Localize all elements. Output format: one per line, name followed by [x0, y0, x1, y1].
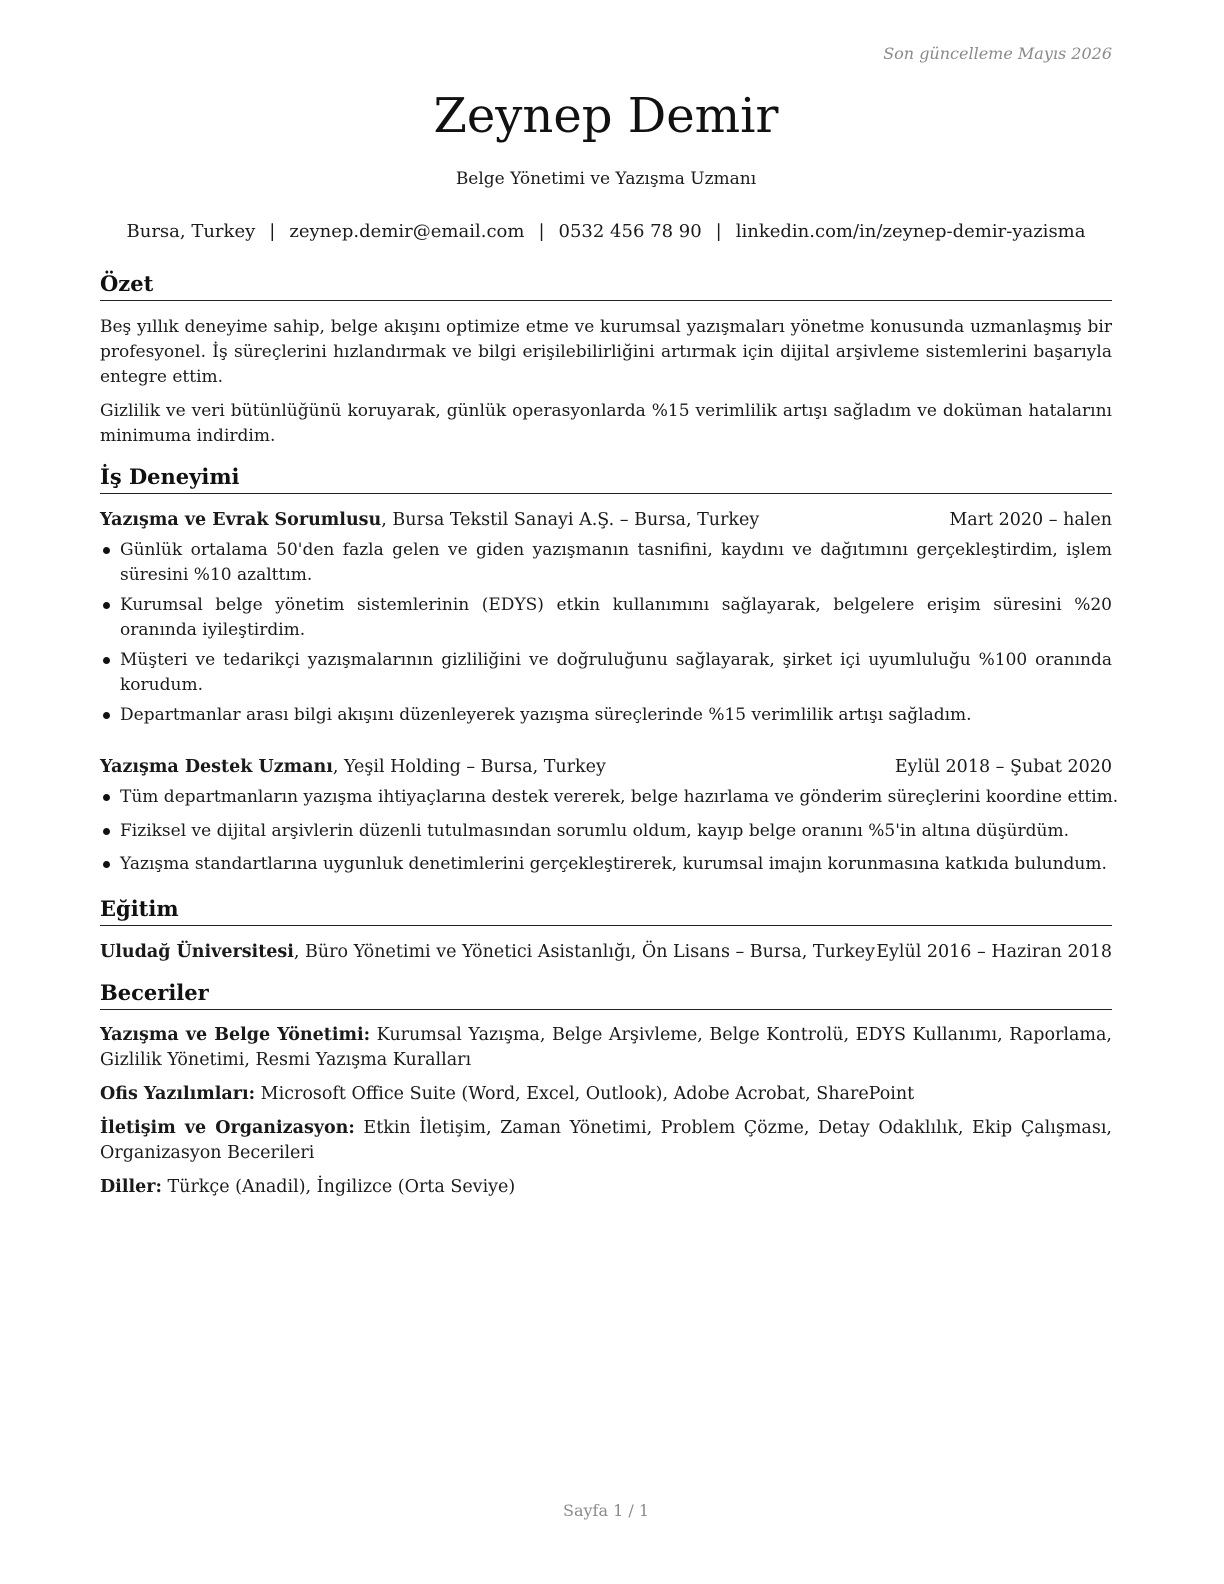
contact-line — [100, 218, 1112, 246]
job-bullet: Müşteri ve tedarikçi yazışmalarının gizliliğini ve doğruluğunu sağlayarak, şirket içi uyumluluğu %100 oranında korudum. — [100, 648, 1112, 698]
contact-linkedin[interactable]: linkedin.com/in/zeynep-demir-yazisma — [735, 221, 1086, 242]
section-title-education: Eğitim — [100, 895, 1112, 926]
skill-group — [100, 1175, 1112, 1200]
job-bullet: Departmanlar arası bilgi akışını düzenleyerek yazışma süreçlerinde %15 verimlilik artışı sağladım. — [100, 703, 1112, 728]
job-bullet: Tüm departmanların yazışma ihtiyaçlarına destek vererek, belge hazırlama ve gönderim süreçlerini koordine ettim. — [100, 785, 1112, 810]
contact-phone[interactable]: 0532 456 78 90 — [558, 221, 702, 242]
job-dates: Eylül 2018 – Şubat 2020 — [894, 757, 1112, 777]
job-organization: , Bursa Tekstil Sanayi A.Ş. – Bursa, Turkey — [381, 510, 760, 530]
job-bullet: Günlük ortalama 50'den fazla gelen ve giden yazışmanın tasnifini, kaydını ve dağıtımını gerçekleştirdim, işlem süresini %10 azalttım. — [100, 538, 1112, 588]
skill-group — [100, 1023, 1112, 1073]
skill-group-value: Etkin İletişim, Zaman Yönetimi, Problem Çözme, Detay Odaklılık, Ekip Çalışması, Organizasyon Becerileri — [100, 1118, 1112, 1163]
job-role: Yazışma Destek Uzmanı — [100, 757, 333, 777]
skill-group-label: İletişim ve Organizasyon: — [100, 1118, 355, 1138]
page-number: Sayfa 1 / 1 — [562, 1501, 649, 1520]
contact-email[interactable]: zeynep.demir@email.com — [289, 221, 525, 242]
education-dates: Eylül 2016 – Haziran 2018 — [876, 942, 1112, 962]
job-bullet: Yazışma standartlarına uygunluk denetimlerini gerçekleştirerek, kurumsal imajın korunmasına katkıda bulundum. — [100, 852, 1112, 877]
contact-separator: | — [715, 221, 722, 242]
skill-group-label: Diller: — [100, 1177, 162, 1197]
contact-separator: | — [538, 221, 545, 242]
job-role: Yazışma ve Evrak Sorumlusu — [100, 510, 382, 530]
job-header — [100, 754, 1112, 780]
education-detail: , Büro Yönetimi ve Yönetici Asistanlığı, Ön Lisans – Bursa, Turkey — [293, 942, 875, 962]
skill-group-value: Kurumsal Yazışma, Belge Arşivleme, Belge Kontrolü, EDYS Kullanımı, Raporlama, Gizlilik Yönetimi, Resmi Yazışma Kuralları — [100, 1025, 1112, 1070]
skill-group-value: Türkçe (Anadil), İngilizce (Orta Seviye) — [161, 1177, 516, 1197]
last-updated: Son güncelleme Mayıs 2026 — [883, 44, 1112, 63]
candidate-headline: Belge Yönetimi ve Yazışma Uzmanı — [455, 169, 757, 189]
skill-group-label: Ofis Yazılımları: — [100, 1084, 256, 1104]
job-header — [100, 507, 1112, 533]
education-entry — [100, 939, 1112, 965]
skill-group-value: Microsoft Office Suite (Word, Excel, Outlook), Adobe Acrobat, SharePoint — [255, 1084, 915, 1104]
summary-paragraph: Gizlilik ve veri bütünlüğünü koruyarak, günlük operasyonlarda %15 verimlilik artışı sağladım ve doküman hatalarını minimuma indirdim. — [100, 401, 1112, 446]
section-title-summary: Özet — [100, 270, 1112, 301]
section-title-experience: İş Deneyimi — [100, 463, 1112, 494]
resume-page — [100, 0, 1119, 1584]
job-dates: Mart 2020 – halen — [949, 510, 1112, 530]
job-bullet: Kurumsal belge yönetim sistemlerinin (EDYS) etkin kullanımını sağlayarak, belgelere erişim süresini %20 oranında iyileştirdim. — [100, 593, 1112, 643]
contact-separator: | — [269, 221, 276, 242]
section-title-skills: Beceriler — [100, 979, 1112, 1010]
candidate-name: Zeynep Demir — [433, 88, 779, 144]
education-school: Uludağ Üniversitesi — [100, 942, 294, 962]
summary-paragraph: Beş yıllık deneyime sahip, belge akışını optimize etme ve kurumsal yazışmaları yönetme konusunda uzmanlaşmış bir profesyonel. İş süreçlerini hızlandırmak ve bilgi erişilebilirliğini artırmak için dijital arşivleme sistemlerini başarıyla entegre ettim. — [100, 317, 1112, 387]
skill-group — [100, 1116, 1112, 1166]
job-bullet: Fiziksel ve dijital arşivlerin düzenli tutulmasından sorumlu oldum, kayıp belge oranını %5'in altına düşürdüm. — [100, 819, 1112, 844]
skill-group-label: Yazışma ve Belge Yönetimi: — [100, 1025, 371, 1045]
contact-location: Bursa, Turkey — [126, 221, 256, 242]
job-organization: , Yeşil Holding – Bursa, Turkey — [332, 757, 606, 777]
skill-group — [100, 1082, 1112, 1107]
